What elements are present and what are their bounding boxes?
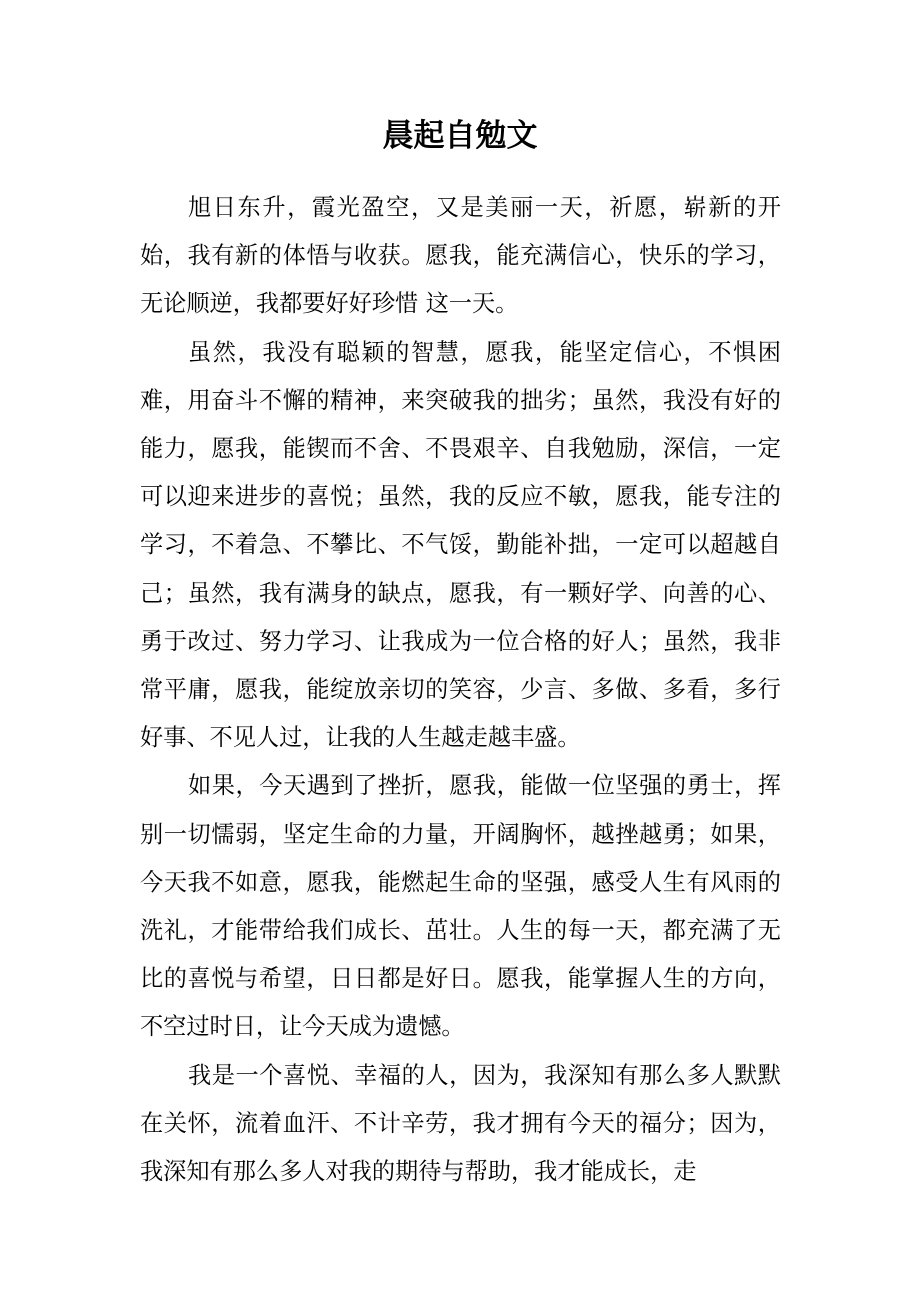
document-title: 晨起自勉文 [382, 118, 538, 154]
paragraph-3: 如果，今天遇到了挫折，愿我，能做一位坚强的勇士，挥别一切懦弱，坚定生命的力量，开阔胸怀，越挫越勇；如果，今天我不如意，愿我，能燃起生命的坚强，感受人生有风雨的洗礼，才能带给我们成长、茁壮。人生的每一天，都充满了无比的喜悦与希望，日日都是好日。愿我，能掌握人生的方向，不空过时日，让今天成为遗憾。 [140, 772, 781, 1041]
paragraph-2: 虽然，我没有聪颖的智慧，愿我，能坚定信心，不惧困难，用奋斗不懈的精神，来突破我的拙劣；虽然，我没有好的能力，愿我，能锲而不舍、不畏艰辛、自我勉励，深信，一定可以迎来进步的喜悦；虽然，我的反应不敏，愿我，能专注的学习，不着急、不攀比、不气馁，勤能补拙，一定可以超越自己；虽然，我有满身的缺点，愿我，有一颗好学、向善的心、勇于改过、努力学习、让我成为一位合格的好人；虽然，我非常平庸，愿我，能绽放亲切的笑容，少言、多做、多看，多行好事、不见人过，让我的人生越走越丰盛。 [140, 338, 781, 752]
document-body [140, 184, 781, 1196]
paragraph-4: 我是一个喜悦、幸福的人，因为，我深知有那么多人默默在关怀，流着血汗、不计辛劳，我才拥有今天的福分；因为，我深知有那么多人对我的期待与帮助，我才能成长，走 [140, 1061, 781, 1186]
paragraph-1: 旭日东升，霞光盈空，又是美丽一天，祈愿，崭新的开始，我有新的体悟与收获。愿我，能充满信心，快乐的学习，无论顺逆，我都要好好珍惜 这一天。 [140, 194, 781, 318]
